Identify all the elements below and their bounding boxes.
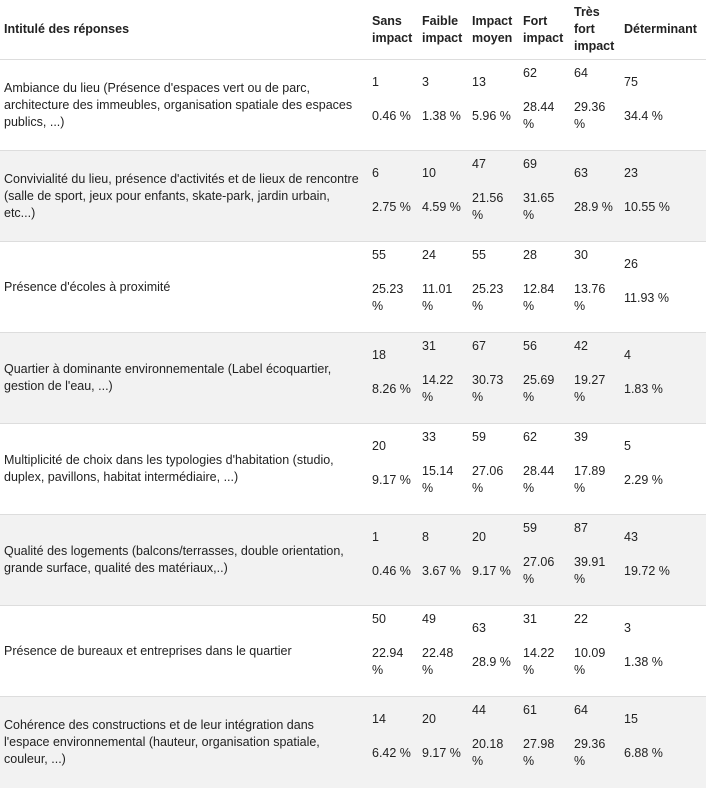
response-percent: 14.22 %	[523, 646, 555, 677]
table-row	[0, 333, 706, 424]
response-count: 62	[523, 66, 537, 80]
response-cell	[368, 515, 418, 606]
response-count: 14	[372, 712, 386, 726]
table-row	[0, 697, 706, 788]
response-percent: 20.18 %	[472, 737, 504, 768]
response-percent: 14.22 %	[422, 373, 454, 404]
response-count: 64	[574, 703, 588, 717]
response-percent: 1.83 %	[624, 382, 663, 396]
response-label: Multiplicité de choix dans les typologies d'habitation (studio, duplex, pavillons, habitat intermédiaire, ...)	[0, 424, 368, 515]
response-count: 39	[574, 430, 588, 444]
response-cell	[620, 151, 706, 242]
response-count: 87	[574, 521, 588, 535]
response-cell	[620, 424, 706, 515]
response-cell	[468, 424, 519, 515]
response-percent: 9.17 %	[372, 473, 411, 487]
response-cell	[468, 242, 519, 333]
response-percent: 25.23 %	[372, 282, 404, 313]
response-percent: 1.38 %	[422, 109, 461, 123]
response-percent: 27.98 %	[523, 737, 555, 768]
response-percent: 3.67 %	[422, 564, 461, 578]
table-row	[0, 151, 706, 242]
response-count: 20	[472, 530, 486, 544]
response-count: 3	[422, 75, 429, 89]
response-count: 30	[574, 248, 588, 262]
response-cell	[418, 60, 468, 151]
response-percent: 0.46 %	[372, 109, 411, 123]
table-row	[0, 606, 706, 697]
response-cell	[418, 424, 468, 515]
response-count: 61	[523, 703, 537, 717]
response-label: Ambiance du lieu (Présence d'espaces vert ou de parc, architecture des immeubles, organisation spatiale des espaces publics, ...)	[0, 60, 368, 151]
response-percent: 27.06 %	[472, 464, 504, 495]
response-percent: 9.17 %	[422, 746, 461, 760]
response-cell	[519, 242, 570, 333]
response-cell	[418, 151, 468, 242]
response-cell	[519, 333, 570, 424]
response-percent: 13.76 %	[574, 282, 606, 313]
response-percent: 29.36 %	[574, 737, 606, 768]
response-count: 49	[422, 612, 436, 626]
response-count: 55	[472, 248, 486, 262]
response-count: 26	[624, 257, 638, 271]
response-percent: 19.27 %	[574, 373, 606, 404]
response-label: Quartier à dominante environnementale (Label écoquartier, gestion de l'eau, ...)	[0, 333, 368, 424]
response-cell	[418, 515, 468, 606]
response-count: 47	[472, 157, 486, 171]
response-percent: 28.44 %	[523, 464, 555, 495]
response-label: Convivialité du lieu, présence d'activités et de lieux de rencontre (salle de sport, jeux pour enfants, skate-park, jardin urbain, etc...)	[0, 151, 368, 242]
response-percent: 28.44 %	[523, 100, 555, 131]
response-percent: 28.9 %	[574, 200, 613, 214]
response-cell	[570, 242, 620, 333]
header-faible-impact: Faible impact	[422, 13, 463, 45]
response-cell	[468, 697, 519, 788]
response-cell	[418, 242, 468, 333]
header-fort-impact: Fort impact	[523, 13, 564, 45]
response-label: Présence de bureaux et entreprises dans le quartier	[0, 606, 368, 697]
response-percent: 29.36 %	[574, 100, 606, 131]
response-count: 75	[624, 75, 638, 89]
response-percent: 22.94 %	[372, 646, 404, 677]
response-count: 59	[472, 430, 486, 444]
response-count: 28	[523, 248, 537, 262]
response-percent: 28.9 %	[472, 655, 511, 669]
header-tres-fort-impact: Très fort impact	[574, 5, 615, 53]
response-percent: 11.01 %	[422, 282, 453, 313]
response-percent: 25.69 %	[523, 373, 555, 404]
response-count: 1	[372, 530, 379, 544]
response-cell	[570, 151, 620, 242]
response-count: 18	[372, 348, 386, 362]
response-percent: 4.59 %	[422, 200, 461, 214]
response-count: 6	[372, 166, 379, 180]
response-count: 63	[574, 166, 588, 180]
response-count: 15	[624, 712, 638, 726]
response-count: 69	[523, 157, 537, 171]
response-count: 20	[372, 439, 386, 453]
response-percent: 9.17 %	[472, 564, 511, 578]
response-cell	[519, 151, 570, 242]
response-count: 22	[574, 612, 588, 626]
response-cell	[368, 333, 418, 424]
header-label: Intitulé des réponses	[4, 22, 130, 36]
header-determinant: Déterminant	[624, 22, 697, 36]
response-cell	[418, 333, 468, 424]
response-percent: 19.72 %	[624, 564, 670, 578]
response-percent: 39.91 %	[574, 555, 606, 586]
response-percent: 31.65 %	[523, 191, 555, 222]
response-count: 23	[624, 166, 638, 180]
response-count: 67	[472, 339, 486, 353]
response-percent: 17.89 %	[574, 464, 606, 495]
table-row	[0, 424, 706, 515]
response-count: 63	[472, 621, 486, 635]
response-percent: 5.96 %	[472, 109, 511, 123]
response-label: Qualité des logements (balcons/terrasses, double orientation, grande surface, qualité des matériaux,..)	[0, 515, 368, 606]
response-label: Cohérence des constructions et de leur intégration dans l'espace environnemental (hauteur, organisation spatiale, couleur, ...)	[0, 697, 368, 788]
response-percent: 6.42 %	[372, 746, 411, 760]
response-percent: 25.23 %	[472, 282, 504, 313]
header-row	[0, 0, 706, 60]
response-cell	[519, 424, 570, 515]
response-count: 62	[523, 430, 537, 444]
response-count: 43	[624, 530, 638, 544]
response-cell	[418, 697, 468, 788]
response-cell	[570, 60, 620, 151]
response-percent: 0.46 %	[372, 564, 411, 578]
response-cell	[620, 606, 706, 697]
response-count: 56	[523, 339, 537, 353]
response-count: 10	[422, 166, 436, 180]
response-cell	[620, 242, 706, 333]
response-cell	[570, 333, 620, 424]
response-cell	[519, 697, 570, 788]
response-cell	[368, 60, 418, 151]
response-count: 59	[523, 521, 537, 535]
response-count: 64	[574, 66, 588, 80]
response-count: 8	[422, 530, 429, 544]
response-percent: 8.26 %	[372, 382, 411, 396]
header-sans-impact: Sans impact	[372, 13, 413, 45]
response-count: 44	[472, 703, 486, 717]
response-percent: 30.73 %	[472, 373, 504, 404]
response-count: 50	[372, 612, 386, 626]
response-count: 42	[574, 339, 588, 353]
table-row	[0, 515, 706, 606]
response-count: 20	[422, 712, 436, 726]
response-label: Présence d'écoles à proximité	[0, 242, 368, 333]
table-row	[0, 242, 706, 333]
response-cell	[418, 606, 468, 697]
response-cell	[620, 697, 706, 788]
response-count: 1	[372, 75, 379, 89]
response-cell	[519, 60, 570, 151]
table-body	[0, 60, 706, 788]
response-percent: 10.55 %	[624, 200, 670, 214]
response-percent: 22.48 %	[422, 646, 454, 677]
response-cell	[468, 151, 519, 242]
response-count: 31	[523, 612, 537, 626]
table-row	[0, 60, 706, 151]
response-percent: 21.56 %	[472, 191, 504, 222]
response-count: 13	[472, 75, 486, 89]
response-cell	[368, 424, 418, 515]
response-cell	[468, 333, 519, 424]
response-cell	[570, 424, 620, 515]
response-percent: 2.75 %	[372, 200, 411, 214]
response-count: 5	[624, 439, 631, 453]
response-cell	[468, 60, 519, 151]
response-percent: 10.09 %	[574, 646, 606, 677]
response-cell	[519, 606, 570, 697]
response-percent: 12.84 %	[523, 282, 555, 313]
response-cell	[620, 60, 706, 151]
response-cell	[620, 515, 706, 606]
response-percent: 6.88 %	[624, 746, 663, 760]
response-percent: 2.29 %	[624, 473, 663, 487]
response-cell	[620, 333, 706, 424]
response-percent: 1.38 %	[624, 655, 663, 669]
response-cell	[570, 515, 620, 606]
response-cell	[570, 606, 620, 697]
header-impact-moyen: Impact moyen	[472, 13, 513, 45]
response-count: 4	[624, 348, 631, 362]
response-cell	[468, 515, 519, 606]
response-cell	[368, 151, 418, 242]
response-count: 33	[422, 430, 436, 444]
response-percent: 11.93 %	[624, 291, 669, 305]
response-cell	[468, 606, 519, 697]
response-count: 24	[422, 248, 436, 262]
response-percent: 15.14 %	[422, 464, 454, 495]
response-cell	[368, 606, 418, 697]
response-count: 55	[372, 248, 386, 262]
response-count: 3	[624, 621, 631, 635]
response-cell	[368, 242, 418, 333]
response-cell	[570, 697, 620, 788]
response-percent: 34.4 %	[624, 109, 663, 123]
response-cell	[519, 515, 570, 606]
response-percent: 27.06 %	[523, 555, 555, 586]
response-cell	[368, 697, 418, 788]
response-count: 31	[422, 339, 436, 353]
